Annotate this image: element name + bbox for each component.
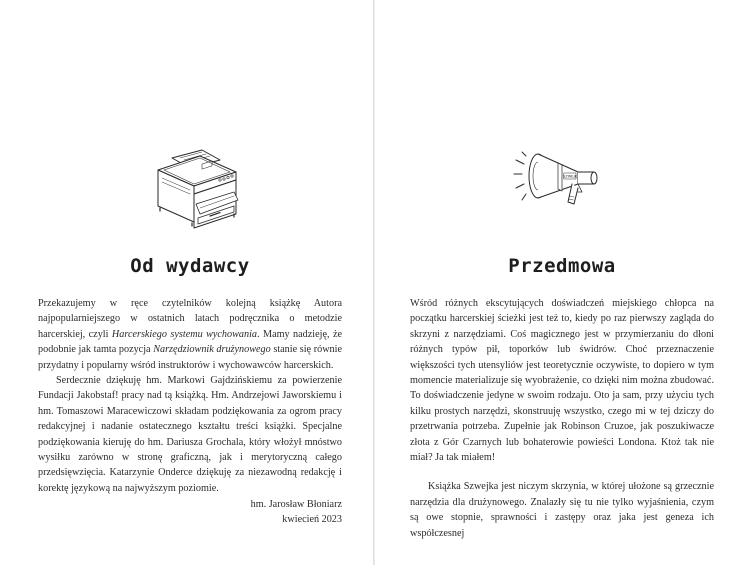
publisher-note-paragraph-2: Serdecznie dziękuję hm. Markowi Gajdzińskiemu za powierzenie Fundacji Jakobstaf! pracy nad tą książką. Hm. Andrzejowi Jaworskiemu i hm. Tomaszowi Maracewiczowi składam podziękowania za ogrom pracy redakcyjnej i nadanie ostatecznego kształtu treści książki. Specjalne podziękowania kieruję do hm. Dariusza Grochala, który włożył mnóstwo wysiłku zarówno w stronę graficzną, jak i merytoryczną całego przedsięwzięcia. Katarzynie Onderce dziękuję za niezawodną redakcję i korektę językową na najwyższym poziomie. <box>38 375 342 494</box>
foreword-paragraph-2: Książka Szwejka jest niczym skrzynia, w której ułożone są grzecznie narzędzia dla drużynowego. Znalazły się tu nie tylko wyjaśnienia, czym są owe stopnie, sprawności i zastępy oraz jaka jest geneza ich współczesnej <box>410 481 714 539</box>
signature-block <box>140 497 342 528</box>
book-title-italic: Harcerskiego systemu wychowania <box>111 328 258 340</box>
page-heading-przedmowa: Przedmowa <box>508 255 616 277</box>
publisher-note-text <box>38 296 342 496</box>
book-gutter <box>373 0 375 565</box>
foreword-paragraph-1: Wśród różnych ekscytujących doświadczeń miejskiego chłopca na początku harcerskiej ścieżki jest też to, kiedy po raz pierwszy zagląda do skrzyni z narzędziami. Coś magicznego jest w przymierzaniu do dłoni różnych typów pił, toporków lub świdrów. Choć przeznaczenie większości tych utensyliów jest teoretycznie oczywiste, to dopiero w tym momencie materializuje się wyobrażenie, co dzięki nim można zbudować. To doświadczenie jedyne w swoim rodzaju. Oto ja sam, przy użyciu tych kilku prostych narzędzi, skonstruuję wszystko, czego mi w tej dziczy do przetrwania potrzeba. Zupełnie jak Robinson Cruzoe, jak poszukiwacze złota z Gór Czarnych lub bohaterowie powieści Londona. Ktoż tak nie miał? Ja tak miałem! <box>410 298 714 464</box>
signature-name: hm. Jarosław Błoniarz <box>250 499 342 510</box>
megaphone-illustration <box>512 150 604 230</box>
publisher-note-paragraph-1: Przekazujemy w ręce czytelników kolejną książkę Autora najpopularniejszego w ostatnich latach podręcznika o metodzie harcerskiej, czyli Harcerskiego systemu wychowania. Mamy nadzieję, że podobnie jak tamta pozycja Narzędziownik drużynowego stanie się równie przydatny i popularny wśród instruktorów i wychowawców harcerskich. <box>38 298 343 371</box>
megaphone-label: SZWEJK <box>563 174 577 179</box>
left-page <box>0 0 374 565</box>
signature-date: kwiecień 2023 <box>282 514 342 526</box>
book-title-italic: Narzędziownik drużynowego <box>153 344 271 356</box>
page-heading-od-wydawcy: Od wydawcy <box>130 255 250 277</box>
foreword-text <box>410 296 714 541</box>
printer-illustration <box>150 148 242 230</box>
